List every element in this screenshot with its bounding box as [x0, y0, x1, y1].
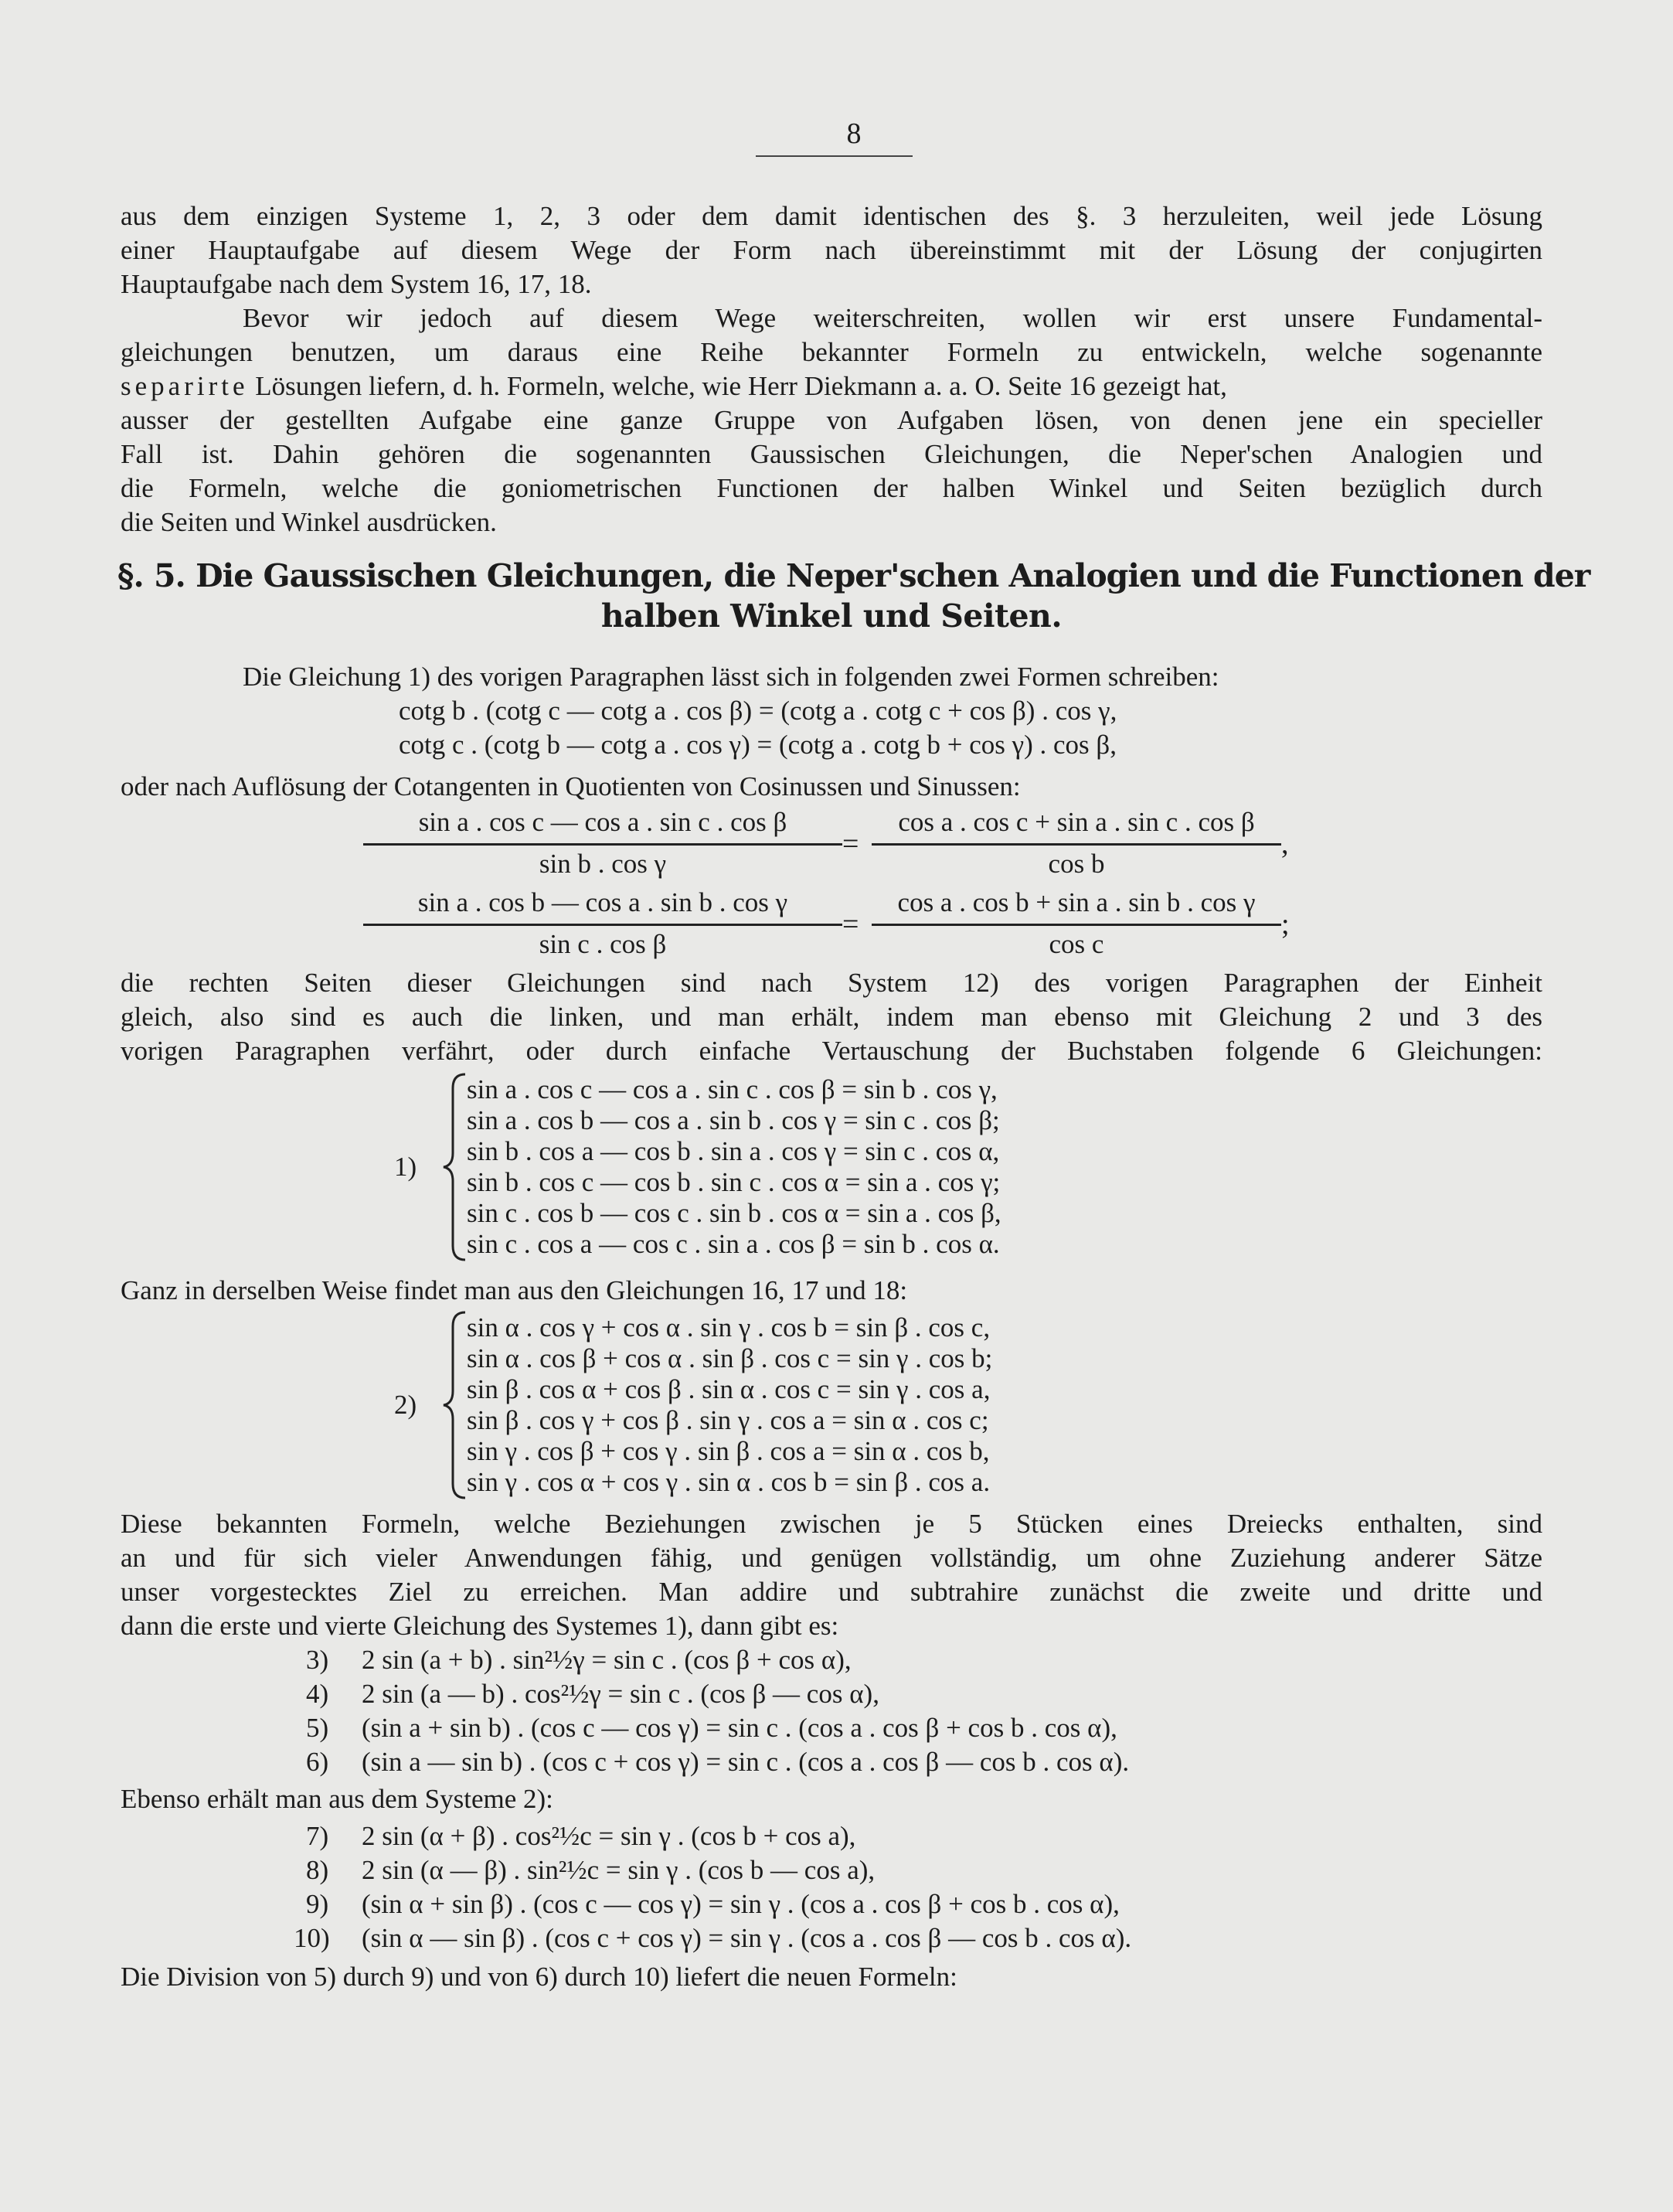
- frac1-bar-right: [872, 843, 1281, 846]
- eq-number-7: 7): [306, 1821, 329, 1851]
- frac1-denominator-right: cos b: [1048, 849, 1105, 879]
- section-heading-line-1: §. 5. Die Gaussischen Gleichungen, die Neper'schen Analogien und die Functionen der: [117, 557, 1590, 594]
- para2-line-3-rest: Lösungen liefern, d. h. Formeln, welche, wie Herr Diekmann a. a. O. Seite 16 gezeigt hat,: [248, 371, 1227, 401]
- para8: Ebenso erhält man aus dem Systeme 2):: [121, 1784, 553, 1814]
- eq-number-10: 10): [294, 1923, 330, 1953]
- eq-number-5: 5): [306, 1713, 329, 1743]
- system1-equation-2: sin a . cos b — cos a . sin b . cos γ = sin c . cos β;: [467, 1105, 1000, 1135]
- frac2-denominator-right: cos c: [1049, 929, 1104, 959]
- equation-10: (sin α — sin β) . (cos c + cos γ) = sin γ . (cos a . cos β — cos b . cos α).: [362, 1923, 1132, 1953]
- para5-line-1: die rechten Seiten dieser Gleichungen sind nach System 12) des vorigen Paragraphen der Einheit: [121, 968, 1542, 998]
- system2-equation-5: sin γ . cos β + cos γ . sin β . cos a = sin α . cos b,: [467, 1436, 990, 1466]
- system1-equation-4: sin b . cos c — cos b . sin c . cos α = sin a . cos γ;: [467, 1167, 1001, 1197]
- eq-number-4: 4): [306, 1679, 329, 1709]
- frac1-numerator-left: sin a . cos c — cos a . sin c . cos β: [418, 807, 787, 837]
- para9: Die Division von 5) durch 9) und von 6) durch 10) liefert die neuen Formeln:: [121, 1962, 957, 1992]
- para3: Die Gleichung 1) des vorigen Paragraphen lässt sich in folgenden zwei Formen schreiben:: [243, 662, 1219, 692]
- frac2-equals: =: [842, 908, 859, 941]
- system2-equation-1: sin α . cos γ + cos α . sin γ . cos b = sin β . cos c,: [467, 1312, 991, 1343]
- para2-line-1: Bevor wir jedoch auf diesem Wege weiterschreiten, wollen wir erst unsere Fundamental-: [243, 303, 1542, 333]
- frac2-bar-right: [872, 924, 1281, 926]
- eq-number-9: 9): [306, 1889, 329, 1919]
- para2-line-7: die Seiten und Winkel ausdrücken.: [121, 507, 497, 537]
- para2-line-2: gleichungen benutzen, um daraus eine Reihe bekannter Formeln zu entwickeln, welche sogenannte: [121, 337, 1542, 367]
- equation-4: 2 sin (a — b) . cos²½γ = sin c . (cos β — cos α),: [362, 1679, 879, 1709]
- spaced-word: separirte: [121, 371, 249, 401]
- system1-equation-3: sin b . cos a — cos b . sin a . cos γ = sin c . cos α,: [467, 1136, 1000, 1166]
- equation-7: 2 sin (α + β) . cos²½c = sin γ . (cos b + cos a),: [362, 1821, 856, 1851]
- frac2-bar-left: [363, 924, 842, 926]
- frac1-bar-left: [363, 843, 842, 846]
- frac2-end: ;: [1281, 908, 1290, 941]
- equation-3: 2 sin (a + b) . sin²½γ = sin c . (cos β + cos α),: [362, 1645, 852, 1675]
- system2-equation-3: sin β . cos α + cos β . sin α . cos c = sin γ . cos a,: [467, 1374, 991, 1404]
- para2-line-4: ausser der gestellten Aufgabe eine ganze Gruppe von Aufgaben lösen, von denen jene ein specieller: [121, 405, 1542, 435]
- frac2-numerator-right: cos a . cos b + sin a . sin b . cos γ: [897, 887, 1256, 917]
- para7-line-2: an und für sich vieler Anwendungen fähig, und genügen vollständig, um ohne Zuziehung anderer Sätze: [121, 1543, 1542, 1573]
- para7-line-4: dann die erste und vierte Gleichung des Systemes 1), dann gibt es:: [121, 1611, 839, 1641]
- system1-label: 1): [394, 1152, 417, 1182]
- system1-equation-1: sin a . cos c — cos a . sin c . cos β = sin b . cos γ,: [467, 1074, 998, 1104]
- equation-8: 2 sin (α — β) . sin²½c = sin γ . (cos b — cos a),: [362, 1855, 876, 1885]
- equation-6: (sin a — sin b) . (cos c + cos γ) = sin c . (cos a . cos β — cos b . cos α).: [362, 1747, 1130, 1777]
- system2-label: 2): [394, 1390, 417, 1420]
- frac1-equals: =: [842, 828, 859, 860]
- equation-5: (sin a + sin b) . (cos c — cos γ) = sin c . (cos a . cos β + cos b . cos α),: [362, 1713, 1117, 1743]
- frac1-denominator-left: sin b . cos γ: [539, 849, 667, 879]
- equation-9: (sin α + sin β) . (cos c — cos γ) = sin γ . (cos a . cos β + cos b . cos α),: [362, 1889, 1120, 1919]
- para7-line-1: Diese bekannten Formeln, welche Beziehungen zwischen je 5 Stücken eines Dreiecks enthalten, sind: [121, 1509, 1542, 1539]
- para2-line-5: Fall ist. Dahin gehören die sogenannten Gaussischen Gleichungen, die Neper'schen Analogien und: [121, 439, 1542, 469]
- intro-line-3: Hauptaufgabe nach dem System 16, 17, 18.: [121, 269, 592, 299]
- eq-number-3: 3): [306, 1645, 329, 1675]
- system2-equation-6: sin γ . cos α + cos γ . sin α . cos b = sin β . cos a.: [467, 1467, 991, 1497]
- intro-line-2: einer Hauptaufgabe auf diesem Wege der Form nach übereinstimmt mit der Lösung der conjugirten: [121, 235, 1542, 265]
- system2-equation-2: sin α . cos β + cos α . sin β . cos c = sin γ . cos b;: [467, 1343, 993, 1373]
- para5-line-2: gleich, also sind es auch die linken, und man erhält, indem man ebenso mit Gleichung 2 und 3 des: [121, 1002, 1542, 1032]
- frac1-numerator-right: cos a . cos c + sin a . sin c . cos β: [898, 807, 1255, 837]
- system1-equation-6: sin c . cos a — cos c . sin a . cos β = sin b . cos α.: [467, 1229, 1000, 1259]
- cotg-equation-1: cotg b . (cotg c — cotg a . cos β) = (cotg a . cotg c + cos β) . cos γ,: [399, 696, 1117, 726]
- page-number-rule: [756, 155, 913, 157]
- para4: oder nach Auflösung der Cotangenten in Quotienten von Cosinussen und Sinussen:: [121, 771, 1021, 801]
- page-number: 8: [846, 117, 862, 150]
- system1-equation-5: sin c . cos b — cos c . sin b . cos α = sin a . cos β,: [467, 1198, 1001, 1228]
- para5-line-3: vorigen Paragraphen verfährt, oder durch einfache Vertauschung der Buchstaben folgende 6 Gleichungen:: [121, 1036, 1542, 1066]
- para7-line-3: unser vorgestecktes Ziel zu erreichen. Man addire und subtrahire zunächst die zweite und dritte und: [121, 1577, 1542, 1607]
- cotg-equation-2: cotg c . (cotg b — cotg a . cos γ) = (cotg a . cotg b + cos γ) . cos β,: [399, 730, 1117, 760]
- frac1-end: ,: [1281, 828, 1289, 860]
- eq-number-6: 6): [306, 1747, 329, 1777]
- para2-line-6: die Formeln, welche die goniometrischen Functionen der halben Winkel und Seiten bezüglich durch: [121, 473, 1542, 503]
- section-heading-line-2: halben Winkel und Seiten.: [600, 597, 1063, 635]
- para2-line-3: [121, 369, 1542, 403]
- para6: Ganz in derselben Weise findet man aus den Gleichungen 16, 17 und 18:: [121, 1275, 908, 1305]
- intro-line-1: aus dem einzigen Systeme 1, 2, 3 oder dem damit identischen des §. 3 herzuleiten, weil jede Lösung: [121, 201, 1542, 231]
- frac2-numerator-left: sin a . cos b — cos a . sin b . cos γ: [417, 887, 788, 917]
- eq-number-8: 8): [306, 1855, 329, 1885]
- frac2-denominator-left: sin c . cos β: [539, 929, 667, 959]
- system2-equation-4: sin β . cos γ + cos β . sin γ . cos a = sin α . cos c;: [467, 1405, 989, 1435]
